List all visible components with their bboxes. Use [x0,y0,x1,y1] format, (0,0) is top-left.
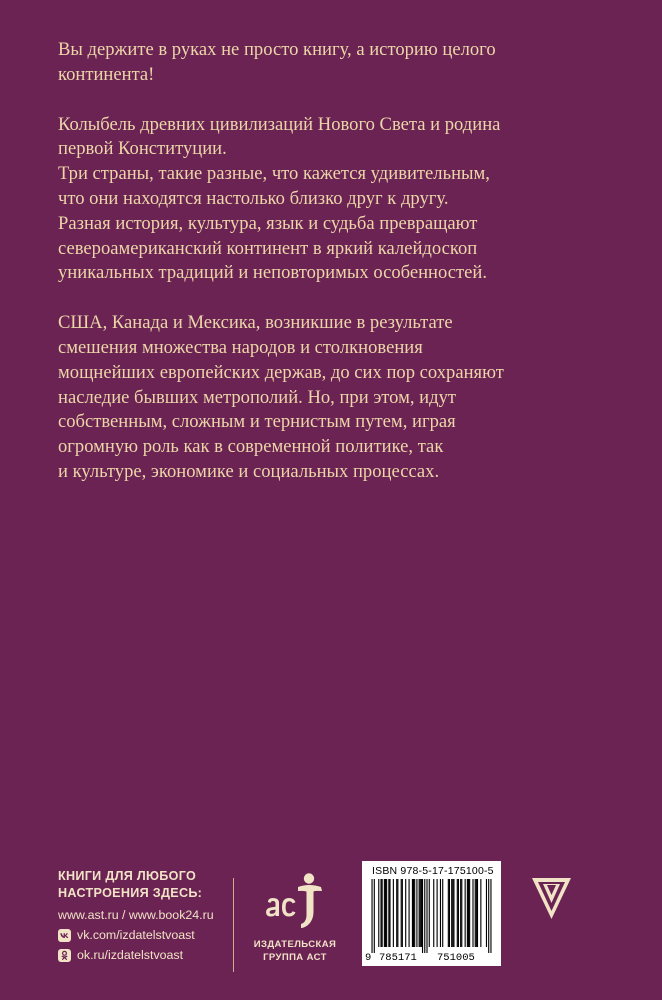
blurb-line: мощнейших европейских держав, до сих пор сохраняют [58,361,504,383]
blurb-line: Разная история, культура, язык и судьба превращают [58,212,478,234]
barcode-digit-group-right: 751005 [437,952,475,964]
ok-link-text: ok.ru/izdatelstvoast [77,948,184,962]
blurb-line: Вы держите в руках не просто книгу, а историю целого [58,39,496,60]
v-publisher-logo [530,876,573,921]
blurb-text [58,38,618,510]
blurb-line: собственным, сложным и тернистым путем, играя [58,411,456,433]
blurb-line: США, Канада и Мексика, возникшие в результате [58,312,453,334]
barcode-digit-lead: 9 [365,952,372,964]
blurb-line: континента! [58,63,155,85]
footer-divider [233,878,234,972]
vk-link-text: vk.com/izdatelstvoast [77,928,195,942]
blurb-paragraph-2 [58,113,618,287]
footer-links [58,905,214,965]
isbn-label: ISBN 978-5-17-175100-5 [372,865,494,877]
barcode-bars [367,879,496,953]
ok-link[interactable] [58,945,214,965]
vk-link[interactable] [58,925,214,945]
website-links[interactable]: www.ast.ru / www.book24.ru [58,908,214,922]
footer-info [58,868,214,965]
blurb-line: уникальных традиций и неповторимых особенностей. [58,262,487,284]
blurb-line: огромную роль как в современной политике, так [58,436,444,458]
blurb-line: смешения множества народов и столкновения [58,336,423,358]
blurb-line: первой Конституции. [58,138,227,160]
blurb-paragraph-1 [58,38,618,88]
blurb-line: что они находятся настолько близко друг к другу. [58,187,449,209]
blurb-paragraph-3 [58,311,618,485]
blurb-line: наследие бывших метрополий. Но, при этом, идут [58,386,457,408]
footer-heading-line: КНИГИ ДЛЯ ЛЮБОГО [58,869,197,883]
publisher-name-line: ГРУППА АСТ [263,952,327,963]
blurb-line: и культуре, экономике и социальных процессах. [58,460,440,482]
odnoklassniki-icon [58,949,71,962]
blurb-line: Три страны, такие разные, что кажется удивительным, [58,163,490,185]
publisher-block [243,872,347,964]
footer-heading-line: НАСТРОЕНИЯ ЗДЕСЬ: [58,886,203,900]
blurb-line: Колыбель древних цивилизаций Нового Света и родина [58,113,501,135]
blurb-line: североамериканский континент в яркий калейдоскоп [58,237,478,259]
barcode-digit-group-left: 785171 [379,952,417,964]
vk-icon [58,929,71,942]
footer-heading [58,868,214,902]
publisher-name [243,938,347,964]
publisher-name-line: ИЗДАТЕЛЬСКАЯ [253,939,337,950]
ast-logo [258,872,332,934]
isbn-barcode [362,861,501,966]
